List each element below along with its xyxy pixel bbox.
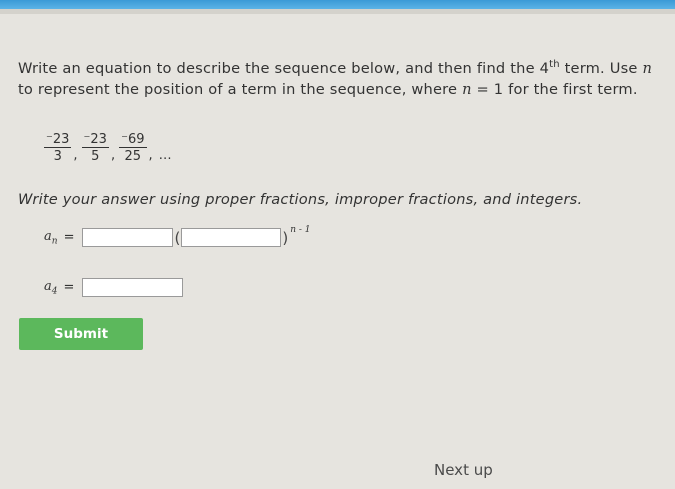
exponent-label: n - 1 (290, 224, 311, 235)
fourth-term-input[interactable] (82, 278, 183, 297)
sequence-separator: , (73, 147, 78, 163)
sequence-display (44, 128, 172, 168)
sequence-ellipsis: … (158, 147, 172, 163)
answer-instruction: Write your answer using proper fractions, improper fractions, and integers. (18, 191, 583, 208)
common-ratio-input[interactable] (181, 228, 281, 247)
fourth-term-lhs: $a_4$ (44, 278, 58, 297)
sequence-term: $\frac{^-69}{25}$ (121, 132, 145, 164)
sequence-term: $\frac{^-23}{3}$ (46, 132, 70, 164)
top-accent-bar (0, 0, 675, 9)
next-up-link[interactable]: Next up (434, 461, 493, 479)
question-text: Write an equation to describe the sequence below, and then find the 4th term. Use n to represent the position of a term in the sequence, where n = 1 for the first term. (18, 59, 653, 98)
formula-lhs: $a_n$ (44, 228, 58, 247)
formula-row: $a_n$ = ( ) n - 1 (44, 224, 311, 247)
sequence-separator: , (148, 147, 153, 163)
sequence-term: $\frac{^-23}{5}$ (83, 132, 107, 164)
submit-button[interactable]: Submit (19, 318, 143, 350)
sequence-separator: , (110, 147, 116, 163)
fourth-term-row: $a_4$ = (44, 278, 183, 297)
top-divider (0, 9, 675, 14)
coefficient-input[interactable] (82, 228, 173, 247)
